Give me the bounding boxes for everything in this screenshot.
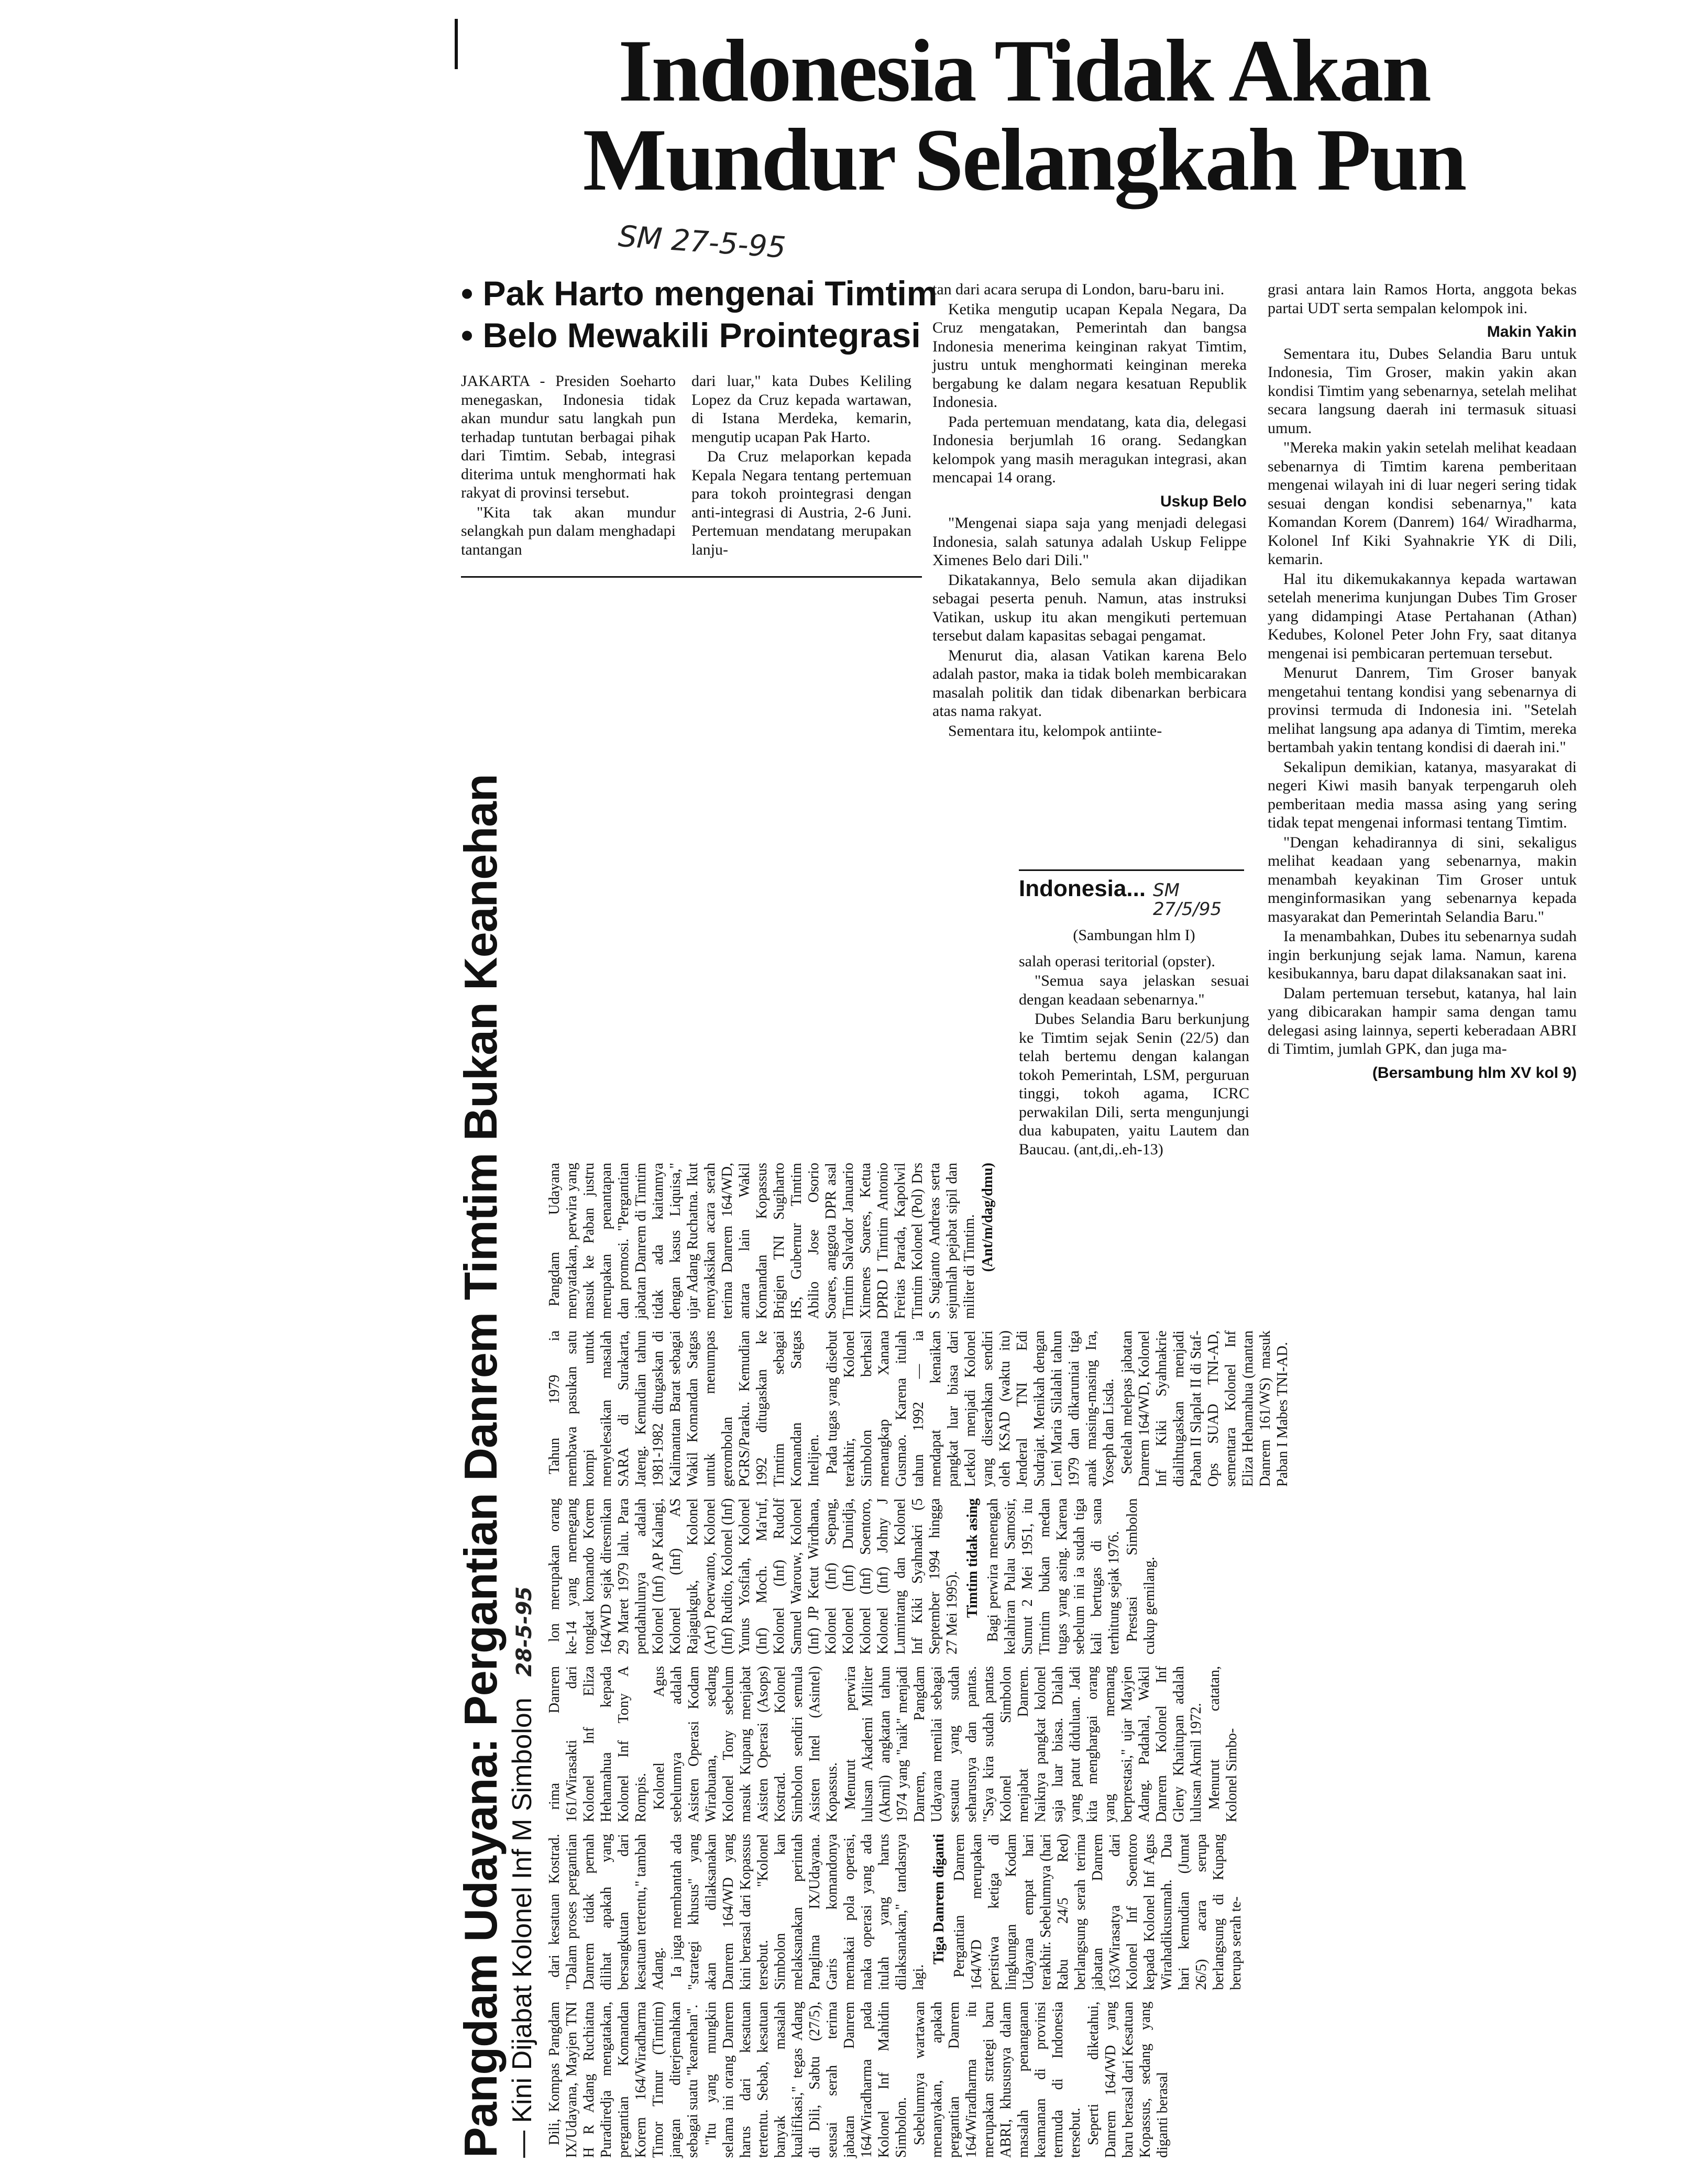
- article2-subhead: — Kini Dijabat Kolonel Inf M Simbolon: [507, 1697, 537, 2158]
- paragraph: Prestasi Simbolon cukup gemilang.: [1124, 1498, 1158, 1655]
- paragraph: Bagi perwira menengah kelahiran Pulau Samosir, Sumut 2 Mei 1951, itu Timtim bukan medan tugas yang asing. Karena sebelum ini ia sudah tiga kali bertugas di sana terhitung sejak 1976.: [985, 1498, 1122, 1655]
- article2-col4: [546, 1498, 1292, 1654]
- article2-col1: [546, 2002, 1292, 2158]
- article2-col3: [546, 1666, 1292, 1822]
- subhead-2: • Belo Mewakili Prointegrasi: [461, 316, 921, 355]
- paragraph: "Semua saya jelaskan sesuai dengan keadaan sebenarnya.": [1019, 972, 1249, 1008]
- signoff: (Ant/m/dag/dmu): [980, 1163, 996, 1272]
- paragraph: Kolonel Agus sebelumnya adalah Asisten Operasi Kodam Wirabuana, sedang Kolonel Tony sebelum masuk Kupang menjabat Asisten Operasi (Asops) Kostrad. Kolonel Simbolon sendiri semula Asisten Intel (Asintel) Kopassus.: [651, 1666, 840, 1823]
- paragraph: Dili, Kompas Pangdam IX/Udayana, Mayjen TNI H R Adang Ruchiatna Puradiredja mengatakan, pergantian Komandan Korem 164/Wiradharma Timor Timur (Timtim) jangan diterjemahkan sebagai suatu "keanehan".: [546, 2001, 701, 2158]
- paragraph: Dalam pertemuan tersebut, katanya, hal lain yang dibicarakan hampir sama dengan tamu delegasi asing lainnya, seperti keberadaan ABRI di Timtim, jumlah GPK, dan juga ma-: [1268, 984, 1577, 1057]
- paragraph: Pergantian Danrem 164/WD merupakan peristiwa ketiga di lingkungan Kodam Udayana empat hari terakhir. Sebelumnya (hari Rabu 24/5 Red) berlangsung serah terima jabatan Danrem 163/Wirasatya dari Kolonel Inf Soentoro kepada Kolonel Inf Agus Wirahadikusumah. Dua hari kemudian (Jumat 26/5) acara serupa berlangsung di Kupang berupa serah te-: [951, 1834, 1244, 1990]
- continuation-from: (Sambungan hlm I): [1073, 926, 1195, 944]
- paragraph: Da Cruz melaporkan kepada Kepala Negara tentang pertemuan para tokoh prointegrasi dengan anti-integrasi di Austria, 2-6 Juni. Pertemuan mendatang merupakan lanju-: [691, 448, 911, 558]
- paragraph: "Itu yang mungkin selama ini orang Danrem harus dari kesatuan tertentu. Sebab, kesatuan banyak masalah kualifikasi," tegas Adang di Dili, Sabtu (27/5), seusai serah terima jabatan Danrem 164/Wiradharma pada Kolonel Inf Mahidin Simbolon.: [703, 2001, 909, 2158]
- continuation: [1019, 875, 1249, 1160]
- paragraph: "Dengan kehadirannya di sini, sekaligus melihat keadaan yang sebenarnya, makin menambah keyakinan Tim Groser untuk menginformasikan yang sebenarnya kepada masyarakat dan Pemerintah Selandia Baru.": [1268, 833, 1577, 925]
- article1-col4: [1268, 280, 1577, 1085]
- article1-col1: [461, 372, 676, 560]
- paragraph: Ia juga membantah ada "strategi khusus" yang akan dilaksanakan Danrem 164/WD yang kini berasal dari Kopassus tersebut. "Kolonel Simbolon kan melaksanakan perintah Panglima IX/Udayana. Garis komandonya memakai pola operasi, maka operasi yang ada itulah yang harus dilaksanakan," tandasnya lagi.: [668, 1834, 927, 1990]
- paragraph: Sebelumnya wartawan menanyakan, apakah pergantian Danrem 164/Wiradharma itu merupakan strategi baru ABRI, khususnya dalam masalah penanganan keamanan di provinsi termuda di Indonesia tersebut.: [911, 2001, 1083, 2158]
- article2-col5: [546, 1330, 1292, 1486]
- paragraph: rima Danrem 161/Wirasakti dari Kolonel Inf Eliza Hehamahua kepada Kolonel Inf Tony A Rompis.: [546, 1666, 649, 1823]
- article2-columns: [546, 1163, 1292, 2158]
- paragraph: Seperti diketahui, Danrem 164/WD yang baru berasal dari Kesatuan Kopassus, sedang yang diganti berasal: [1085, 2001, 1171, 2158]
- paragraph: Pangdam Udayana menyatakan, perwira yang masuk ke Paban justru merupakan penantapan dan promosi. "Pergantian jabatan Danrem di Timtim tidak ada kaitannya dengan kasus Liquisa," ujar Adang Ruchatna. Ikut menyaksikan acara serah terima Danrem 164/WD, antara lain Wakil Komandan Kopassus Brigjen TNI Sugiharto HS, Gubernur Timtim Abilio Jose Osorio Soares, anggota DPR asal Timtim Salvador Januario Ximenes Soares, Ketua DPRD I Timtim Antonio Freitas Parada, Kapolwil Timtim Kolonel (Pol) Drs S Sugianto Andreas serta sejumlah pejabat sipil dan militer di Timtim.: [546, 1163, 977, 1319]
- continuation-rule: [1019, 869, 1244, 871]
- paragraph: Tahun 1979 ia membawa pasukan satu kompi untuk menyelesaikan masalah SARA di Surakarta, Jateng. Kemudian tahun 1981-1982 ditugaskan di Kalimantan Barat sebagai Wakil Komandan Satgas untuk menumpas gerombolan PGRS/Paraku. Kemudian 1992 ditugaskan ke Timtim sebagai Komandan Satgas Intelijen.: [546, 1330, 822, 1487]
- paragraph: Menurut Danrem, Tim Groser banyak mengetahui tentang kondisi yang sebenarnya di provinsi termuda di Indonesia ini. "Setelah melihat langsung apa adanya di Timtim, mereka bertambah yakin tentang kondisi di daerah ini.": [1268, 664, 1577, 756]
- paragraph: Pada tugas yang disebut terakhir, Kolonel Simbolon berhasil menangkap Xanana Gusmao. Karena itulah tahun 1992 — ia mendapat kenaikan pangkat luar biasa dari Letkol menjadi Kolonel yang diserahkan sendiri oleh KSAD (waktu itu) Jenderal TNI Edi Sudrajat. Menikah dengan Leni Maria Silalahi tahun 1979 dan dikaruniai tiga anak masing-masing Ira, Yoseph dan Lisda.: [824, 1330, 1117, 1487]
- section-heading: Tiga Danrem diganti: [931, 1834, 947, 1965]
- article-divider: [461, 576, 922, 578]
- paragraph: tan dari acara serupa di London, baru-baru ini.: [932, 281, 1225, 298]
- paragraph: JAKARTA - Presiden Soeharto menegaskan, Indonesia tidak akan mundur satu langkah pun terhadap tuntutan berbagai pihak dari Timtim. Sebab, integrasi diterima untuk menghormati hak rakyat di provinsi tersebut.: [461, 372, 676, 501]
- article1-col3: [932, 280, 1247, 741]
- article2-col2: [546, 1834, 1292, 1990]
- paragraph: dari luar," kata Dubes Keliling Lopez da Cruz kepada wartawan, di Istana Merdeka, kemarin, mengutip ucapan Pak Harto.: [691, 372, 911, 446]
- continuation-title: Indonesia...: [1019, 876, 1146, 901]
- paragraph: Menurut dia, alasan Vatikan karena Belo adalah pastor, maka ia tidak boleh membicarakan masalah politik dan tidak dibenarkan berbicara atas nama rakyat.: [932, 646, 1247, 720]
- article2-hand-date: 28-5-95: [512, 1586, 536, 1677]
- section-heading: Timtim tidak asing: [964, 1498, 981, 1618]
- paragraph: Sekalipun demikian, katanya, masyarakat di negeri Kiwi masih banyak terpengaruh oleh pemberitaan media massa asing yang sering tidak tepat mengenai informasi tentang Timtim.: [1268, 758, 1577, 831]
- paragraph: salah operasi teritorial (opster).: [1019, 952, 1215, 970]
- article2-col6: [546, 1163, 1292, 1319]
- paragraph: "Mereka makin yakin setelah melihat keadaan sebenarnya di Timtim karena pemberitaan mengenai wilayah ini di luar negeri sering tidak sesuai dengan kondisi sebenarnya," kata Komandan Korem (Danrem) 164/ Wiradharma, Kolonel Inf Kiki Syahnakrie YK di Dili, kemarin.: [1268, 439, 1577, 568]
- paragraph: Hal itu dikemukakannya kepada wartawan setelah menerima kunjungan Dubes Tim Groser yang didampingi Atase Pertahanan (Athan) Kedubes, Kolonel Peter John Fry, saat ditanya mengenai isi pembicaran pertemuan tersebut.: [1268, 570, 1577, 662]
- subhead-1: • Pak Harto mengenai Timtim: [461, 274, 938, 313]
- paragraph: dari kesatuan Kostrad. "Dalam proses pergantian Danrem tidak pernah dilihat apakah yang bersangkutan dari kesatuan tertentu," tambah Adang.: [546, 1834, 666, 1990]
- paragraph: Dubes Selandia Baru berkunjung ke Timtim sejak Senin (22/5) dan telah bertemu dengan kalangan tokoh Pemerintah, LSM, perguruan tinggi, tokoh agama, ICRC perwakilan Dili, serta mengunjungi dua kabupaten, yaitu Lautem dan Baucau. (ant,di,.eh-13): [1019, 1010, 1249, 1158]
- paragraph: Sementara itu, Dubes Selandia Baru untuk Indonesia, Tim Groser, makin yakin akan kondisi Timtim yang sebenarnya, setelah melihat secara langsung daerah ini termasuk situasi umum.: [1268, 345, 1577, 437]
- paragraph: Ia menambahkan, Dubes itu sebenarnya sudah ingin berkunjung sejak lama. Namun, karena kesibukannya, baru dapat dilaksanakan saat ini.: [1268, 928, 1577, 982]
- paragraph: "Mengenai siapa saja yang menjadi delegasi Indonesia, salah satunya adalah Uskup Felippe Ximenes Belo dari Dili.": [932, 514, 1247, 569]
- article1-col2: [691, 372, 911, 560]
- headline: Indonesia Tidak Akan Mundur Selangkah Pun: [582, 21, 1466, 209]
- continued-note: (Bersambung hlm XV kol 9): [1372, 1064, 1577, 1082]
- handwritten-date: SM 27-5-95: [617, 219, 787, 266]
- paragraph: Menurut catatan, Kolonel Simbo-: [1206, 1666, 1240, 1823]
- paragraph: Ketika mengutip ucapan Kepala Negara, Da Cruz mengatakan, Pemerintah dan bangsa Indonesia menerima keinginan rakyat Timtim, justru untuk menghormati keinginan mereka bergabung ke dalam negara kesatuan Republik Indonesia.: [932, 300, 1247, 411]
- paragraph: Sementara itu, kelompok antiinte-: [948, 722, 1162, 740]
- paragraph: Dikatakannya, Belo semula akan dijadikan sebagai peserta penuh. Namun, atas instruksi Vatikan, uskup itu akan mengikuti pertemuan tersebut dalam kapasitas sebagai pengamat.: [932, 571, 1247, 644]
- paragraph: lon merupakan orang ke-14 yang memegang tongkat komando Korem 164/WD sejak diresmikan 29 Maret 1979 lalu. Para pendahulunya adalah Kolonel (Inf) AP Kalangi, Kolonel (Inf) AS Rajagukguk, Kolonel (Art) Poerwanto, Kolonel (Inf) Rudito, Kolonel (Inf) Yunus Yosfiah, Kolonel (Inf) Moch. Ma'ruf, Kolonel (Inf) Rudolf Samuel Warouw, Kolonel (Inf) JP Ketut Wirdhana, Kolonel (Inf) Sepang, Kolonel (Inf) Dunidja, Kolonel (Inf) Soentoro, Kolonel (Inf) Johny J Lumintang dan Kolonel Inf Kiki Syahnakri (5 September 1994 hingga 27 Mei 1995).: [546, 1498, 960, 1655]
- article2-headline: Pangdam Udayana: Pergantian Danrem Timtim Bukan Keanehan: [455, 774, 507, 2158]
- scan-mark: [455, 19, 458, 69]
- paragraph: Pada pertemuan mendatang, kata dia, delegasi Indonesia berjumlah 16 orang. Sedangkan kelompok yang masih meragukan integrasi, akan mencapai 14 orang.: [932, 413, 1247, 486]
- paragraph: "Kita tak akan mundur selangkah pun dalam menghadapi tantangan: [461, 503, 676, 558]
- paragraph: Menurut perwira lulusan Akademi Militer (Akmil) angkatan tahun 1974 yang "naik" menjadi Danrem, Pangdam Udayana menilai sebagai sesuatu yang sudah seharusnya dan pantas. "Saya kira sudah pantas Kolonel Simbolon menjabat Danrem. Naiknya pangkat kolonel saja luar biasa. Dialah yang patut diduluan. Jadi kita menghargai orang yang memang berprestasi," ujar Mayjen Adang. Padahal, Wakil Danrem Kolonel Inf Gleny Khaitupan adalah lulusan Akmil 1972.: [842, 1666, 1204, 1823]
- section-heading: Uskup Belo: [1160, 492, 1247, 510]
- section-heading: Makin Yakin: [1487, 323, 1577, 340]
- continuation-hand-date: SM 27/5/95: [1153, 880, 1222, 920]
- paragraph: grasi antara lain Ramos Horta, anggota bekas partai UDT serta sempalan kelompok ini.: [1268, 281, 1577, 317]
- paragraph: Setelah melepas jabatan Danrem 164/WD, Kolonel Inf Kiki Syahnakrie dialihtugaskan menjadi Paban II Slaplat II di Staf-Ops SUAD TNI-AD, sementara Kolonel Inf Eliza Hehamahua (mantan Danrem 161/WS) masuk Paban I Mabes TNI-AD.: [1119, 1330, 1291, 1487]
